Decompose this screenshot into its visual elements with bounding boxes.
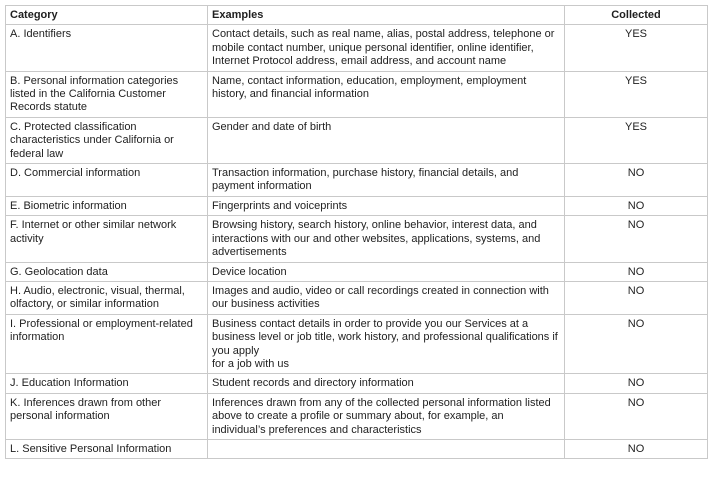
- collected-cell: NO: [565, 439, 708, 458]
- table-body: [6, 25, 708, 459]
- examples-cell: [208, 439, 565, 458]
- table-header: [6, 6, 708, 25]
- table-row: [6, 314, 708, 374]
- examples-cell: Transaction information, purchase history, financial details, and payment information: [208, 164, 565, 197]
- collected-cell: NO: [565, 164, 708, 197]
- category-cell: G. Geolocation data: [6, 262, 208, 281]
- examples-cell: Student records and directory information: [208, 374, 565, 393]
- table-row: [6, 71, 708, 117]
- category-cell: D. Commercial information: [6, 164, 208, 197]
- personal-info-table-container: [5, 5, 708, 459]
- collected-cell: NO: [565, 196, 708, 215]
- personal-info-categories-table: [5, 5, 708, 459]
- header-collected: Collected: [565, 6, 708, 25]
- collected-cell: NO: [565, 314, 708, 374]
- table-row: [6, 281, 708, 314]
- collected-cell: NO: [565, 262, 708, 281]
- table-row: [6, 439, 708, 458]
- table-row: [6, 374, 708, 393]
- examples-cell: Device location: [208, 262, 565, 281]
- category-cell: K. Inferences drawn from other personal information: [6, 393, 208, 439]
- category-cell: A. Identifiers: [6, 25, 208, 71]
- collected-cell: YES: [565, 25, 708, 71]
- examples-cell: Browsing history, search history, online behavior, interest data, and interactions with our and other websites, applications, systems, and advertisements: [208, 216, 565, 262]
- table-row: [6, 262, 708, 281]
- table-row: [6, 117, 708, 163]
- examples-cell: Images and audio, video or call recordings created in connection with our business activities: [208, 281, 565, 314]
- category-cell: F. Internet or other similar network activity: [6, 216, 208, 262]
- table-row: [6, 164, 708, 197]
- examples-cell: Fingerprints and voiceprints: [208, 196, 565, 215]
- header-row: [6, 6, 708, 25]
- collected-cell: NO: [565, 281, 708, 314]
- examples-cell: Gender and date of birth: [208, 117, 565, 163]
- category-cell: J. Education Information: [6, 374, 208, 393]
- table-row: [6, 196, 708, 215]
- category-cell: L. Sensitive Personal Information: [6, 439, 208, 458]
- collected-cell: NO: [565, 216, 708, 262]
- category-cell: C. Protected classification characteristics under California or federal law: [6, 117, 208, 163]
- collected-cell: NO: [565, 393, 708, 439]
- category-cell: I. Professional or employment-related information: [6, 314, 208, 374]
- examples-cell: Contact details, such as real name, alias, postal address, telephone or mobile contact number, unique personal identifier, online identifier, Internet Protocol address, email address, and account name: [208, 25, 565, 71]
- table-row: [6, 216, 708, 262]
- examples-cell: Name, contact information, education, employment, employment history, and financial information: [208, 71, 565, 117]
- table-row: [6, 393, 708, 439]
- category-cell: E. Biometric information: [6, 196, 208, 215]
- category-cell: H. Audio, electronic, visual, thermal, olfactory, or similar information: [6, 281, 208, 314]
- header-category: Category: [6, 6, 208, 25]
- collected-cell: YES: [565, 117, 708, 163]
- header-examples: Examples: [208, 6, 565, 25]
- collected-cell: NO: [565, 374, 708, 393]
- examples-cell: Business contact details in order to provide you our Services at a business level or job title, work history, and professional qualifications if you apply for a job with us: [208, 314, 565, 374]
- examples-cell: Inferences drawn from any of the collected personal information listed above to create a profile or summary about, for example, an individual’s preferences and characteristics: [208, 393, 565, 439]
- table-row: [6, 25, 708, 71]
- collected-cell: YES: [565, 71, 708, 117]
- category-cell: B. Personal information categories listed in the California Customer Records statute: [6, 71, 208, 117]
